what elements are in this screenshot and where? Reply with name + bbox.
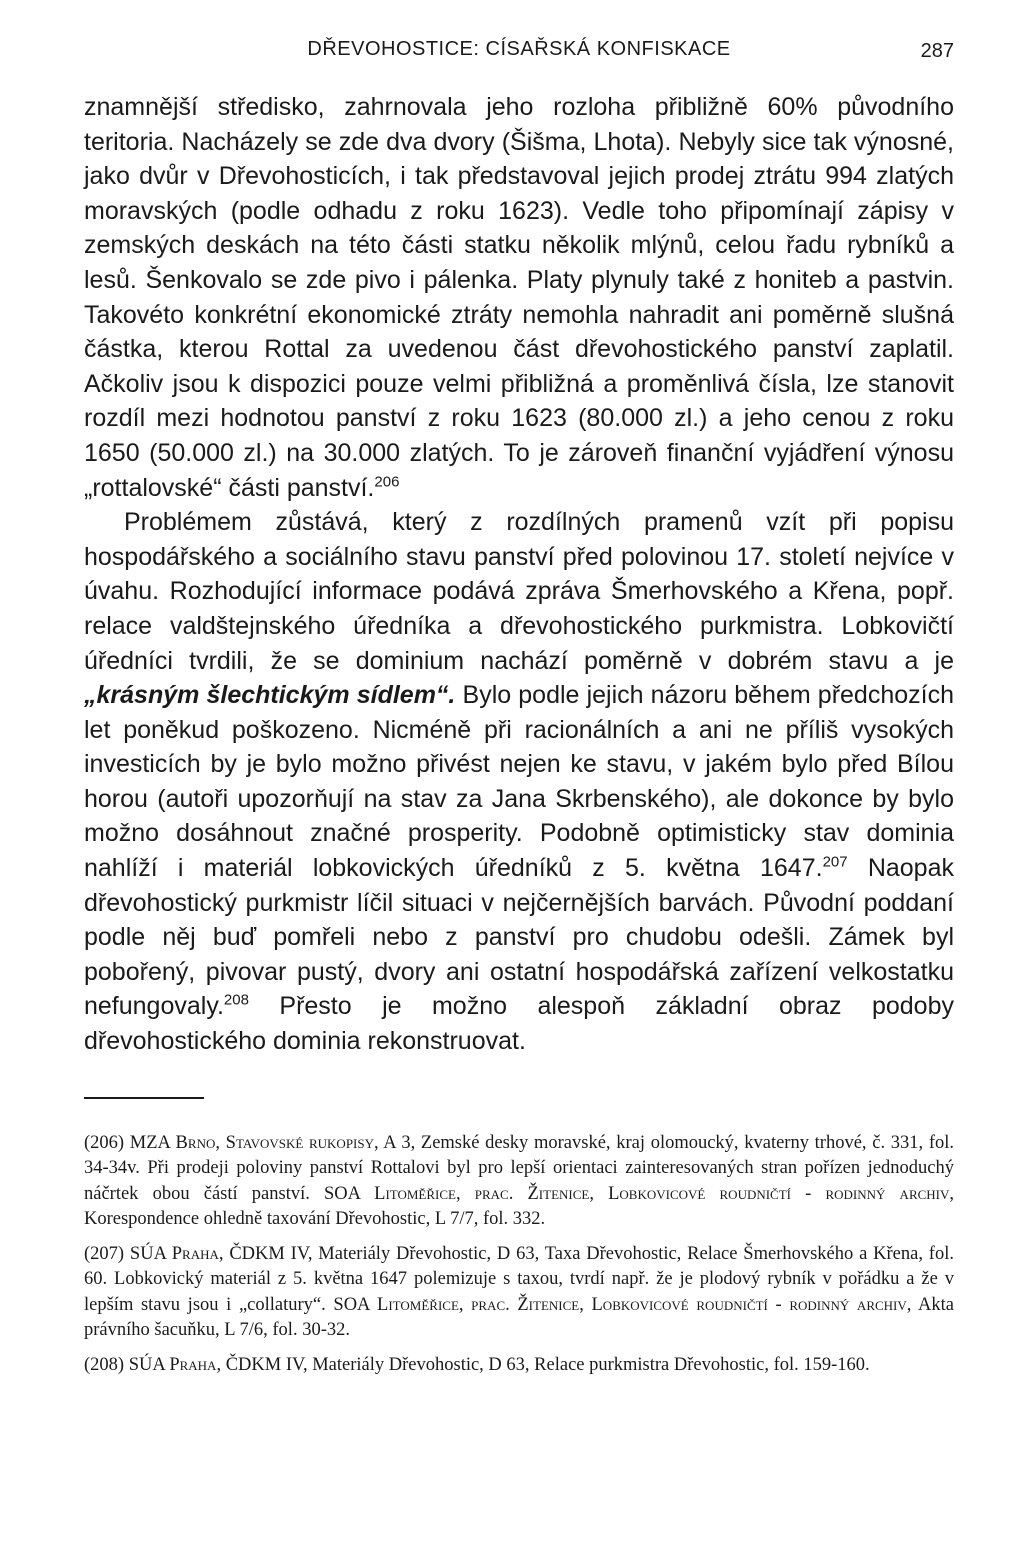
footnote-ref-206: 206	[374, 473, 400, 491]
footnote-text: Korespondence ohledně taxování Dřevohostic, L 7/7, fol. 332.	[84, 1209, 546, 1230]
footnote-206	[84, 1131, 954, 1233]
paragraph-1-text: znamnější středisko, zahrnovala jeho rozloha přibližně 60% původního teritoria. Nacházely se zde dva dvory (Šišma, Lhota). Nebyly sice tak výnosné, jako dvůr v Dřevohosticích, i tak představoval jejich prodej ztrátu 994 zlatých moravských (podle odhadu z roku 1623). Vedle toho připomínají zápisy v zemských deskách na této části statku několik mlýnů, celou řadu rybníků a lesů. Šenkovalo se zde pivo i pálenka. Platy plynuly také z honiteb a pastvin. Takovéto konkrétní ekonomické ztráty nemohla nahradit ani poměrně slušná částka, kterou Rottal za uvedenou část dřevohostického panství zaplatil. Ačkoliv jsou k dispozici pouze velmi přibližná a proměnlivá čísla, lze stanovit rozdíl mezi hodnotou panství z roku 1623 (80.000 zl.) a jeho cenou z roku 1650 (50.000 zl.) na 30.000 zlatých. To je zároveň finanční vyjádření výnosu „rottalovské“ části panství.	[84, 93, 954, 502]
footnote-separator	[84, 1097, 204, 1099]
footnote-number: (207)	[84, 1243, 125, 1264]
running-header	[84, 0, 954, 90]
footnote-number: (208)	[84, 1354, 125, 1375]
footnote-ref-207: 207	[822, 853, 848, 871]
footnote-208	[84, 1353, 954, 1379]
paragraph-2-text-d: Přesto je možno alespoň základní obraz podoby dřevohostického dominia rekonstruovat.	[84, 992, 954, 1056]
running-title: DŘEVOHOSTICE: CÍSAŘSKÁ KONFISKACE	[307, 38, 731, 60]
archive-name: SOA Litoměřice, prac. Žitenice, Lobkovicové roudničtí - rodinný archiv,	[324, 1183, 955, 1204]
footnotes	[84, 1131, 954, 1379]
page-number: 287	[920, 40, 954, 62]
paragraph-2	[84, 505, 954, 1059]
paragraph-2-text-c: Naopak dřevohostický purkmistr líčil situaci v nejčernějších barvách. Původní poddaní podle něj buď pomřeli nebo z panství pro chudobu odešli. Zámek byl pobořený, pivovar pustý, dvory ani ostatní hospodářská zařízení velkostatku nefungovaly.	[84, 854, 954, 1021]
quoted-phrase: „krásným šlechtickým sídlem“.	[84, 681, 456, 710]
footnote-text: Akta právního šacuňku, L 7/6, fol. 30-32.	[84, 1294, 954, 1341]
footnote-text: ČDKM IV, Materiály Dřevohostic, D 63, Taxa Dřevohostic, Relace Šmerhovského a Křena, fol. 60. Lobkovický materiál z 5. května 1647 polemizuje s taxou, tvrdí např. že je plodový rybník v pořádku a že v lepším stavu jsou i „collatury“.	[84, 1243, 954, 1315]
footnote-number: (206)	[84, 1132, 125, 1153]
paragraph-2-text-b: Bylo podle jejich názoru během předchozích let poněkud poškozeno. Nicméně při racionálních a ani ne příliš vysokých investicích by je bylo možno přivést nejen ke stavu, v jakém bylo před Bílou horou (autoři upozorňují na stav za Jana Skrbenského), ale dokonce by bylo možno dosáhnout značné prosperity. Podobně optimisticky stav dominia nahlíží i materiál lobkovických úředníků z 5. května 1647.	[84, 681, 954, 883]
footnote-text: A 3, Zemské desky moravské, kraj olomoucký, kvaterny trhové, č. 331, fol. 34-34v. Při prodeji poloviny panství Rottalovi byl pro lepší orientaci zainteresovaných stran pořízen jednoduchý náčrtek obou částí panství.	[84, 1132, 955, 1204]
footnote-207	[84, 1242, 954, 1344]
main-text	[84, 90, 954, 1059]
archive-name: SOA Litoměřice, prac. Žitenice, Lobkovicové roudničtí - rodinný archiv,	[333, 1294, 912, 1315]
archive-name: SÚA Praha,	[128, 1354, 222, 1375]
footnote-text: ČDKM IV, Materiály Dřevohostic, D 63, Relace purkmistra Dřevohostic, fol. 159-160.	[221, 1354, 870, 1375]
footnote-ref-208: 208	[223, 992, 249, 1010]
paragraph-1	[84, 90, 954, 505]
archive-name: SÚA Praha,	[129, 1243, 224, 1264]
archive-name: MZA Brno, Stavovské rukopisy,	[129, 1132, 379, 1153]
paragraph-2-text-a: Problémem zůstává, který z rozdílných pramenů vzít při popisu hospodářského a sociálního stavu panství před polovinou 17. století nejvíce v úvahu. Rozhodující informace podává zpráva Šmerhovského a Křena, popř. relace valdštejnského úředníka a dřevohostického purkmistra. Lobkovičtí úředníci tvrdili, že se dominium nachází poměrně v dobrém stavu a je	[84, 508, 954, 675]
